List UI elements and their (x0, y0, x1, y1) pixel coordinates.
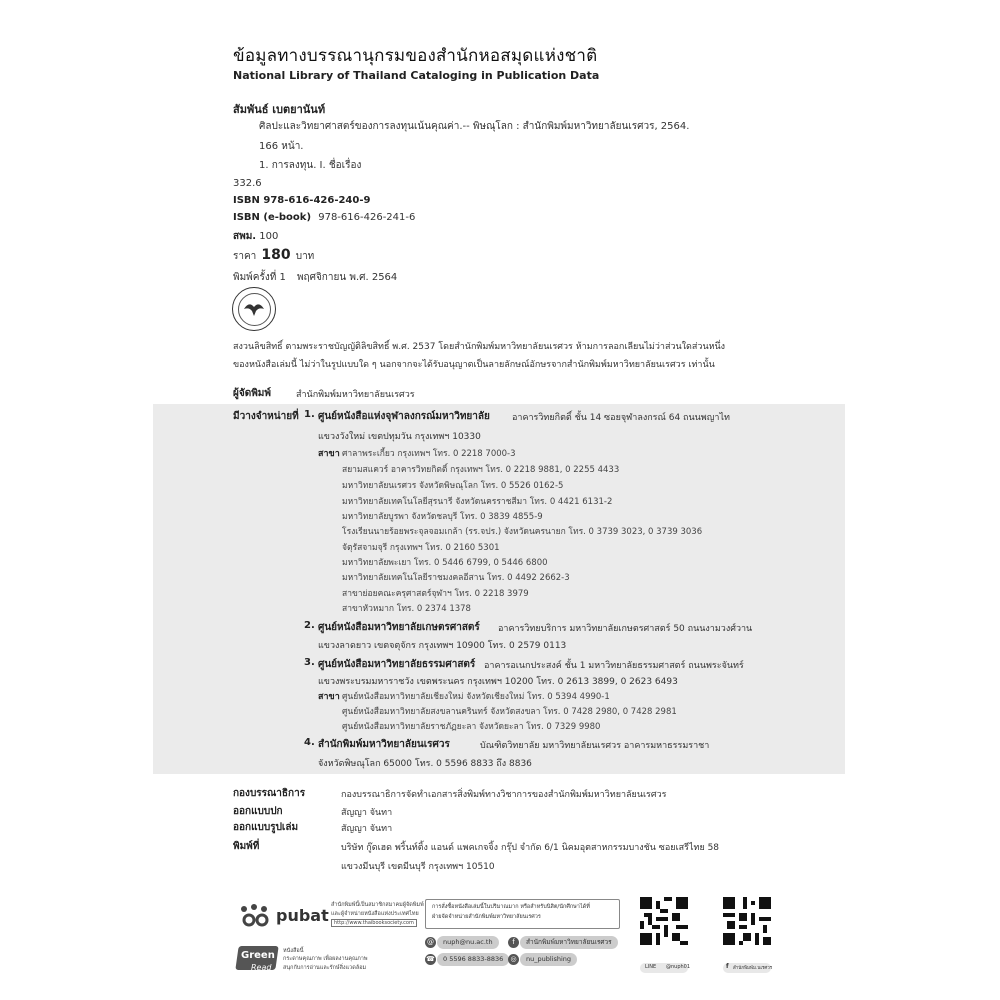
cip-pages: 166 หน้า. (259, 141, 304, 152)
distribution-label: มีวางจำหน่ายที่ (233, 411, 299, 422)
university-seal-icon (232, 287, 276, 331)
dist-3-branch-label: สาขา (318, 692, 340, 702)
dist-2-name: ศูนย์หนังสือมหาวิทยาลัยเกษตรศาสตร์ (318, 622, 480, 633)
dist-2-number: 2. (304, 620, 315, 631)
pubat-text-1: สำนักพิมพ์นี้เป็นสมาชิกสมาคมผู้จัดพิมพ์ (331, 902, 424, 908)
dist-2-address-2: แขวงลาดยาว เขตจตุจักร กรุงเทพฯ 10900 โทร. 0 2579 0113 (318, 641, 567, 651)
facebook-pill[interactable]: สำนักพิมพ์มหาวิทยาลัยนเรศวร (520, 936, 618, 949)
dist-3-address-1: อาคารอเนกประสงค์ ชั้น 1 มหาวิทยาลัยธรรมศาสตร์ ถนนพระจันทร์ (484, 661, 744, 671)
printer-label: พิมพ์ที่ (233, 841, 260, 852)
dist-4-address-1: บัณฑิตวิทยาลัย มหาวิทยาลัยนเรศวร อาคารมหาธรรมราชา (480, 741, 710, 751)
email-icon: @ (427, 938, 434, 946)
edition (233, 265, 397, 285)
copies-label: สพม. (233, 231, 257, 242)
email-pill[interactable]: nuph@nu.ac.th (437, 936, 499, 949)
editorial-label: กองบรรณาธิการ (233, 788, 306, 799)
publisher-label: ผู้จัดพิมพ์ (233, 388, 271, 399)
dist-1-address-1: อาคารวิทยกิตติ์ ชั้น 14 ซอยจุฬาลงกรณ์ 64 ถนนพญาไท (512, 413, 730, 423)
price (233, 244, 314, 264)
qr1-label: LINE (645, 964, 657, 970)
green-read-word-1: Green (241, 950, 275, 961)
page-title-thai: ข้อมูลทางบรรณานุกรมของสำนักหอสมุดแห่งชาติ (233, 46, 598, 66)
qr-code-icon[interactable] (723, 897, 771, 945)
ordering-notice-1: การสั่งซื้อหนังสือเล่มนี้ในปริมาณมาก หรือสำหรับนิสิต/นักศึกษาได้ที่ (432, 904, 590, 910)
printer-value-2: แขวงมีนบุรี เขตมีนบุรี กรุงเทพฯ 10510 (341, 862, 495, 872)
dist-1-branch: โรงเรียนนายร้อยพระจุลจอมเกล้า (รร.จปร.) จังหวัดนครนายก โทร. 0 3739 3023, 0 3739 3036 (342, 527, 703, 537)
dist-4-number: 4. (304, 737, 315, 748)
pubat-url[interactable]: http://www.thaibooksociety.com (331, 919, 417, 927)
pubat-mark-icon (236, 901, 276, 929)
pubat-text-2: และผู้จำหน่ายหนังสือแห่งประเทศไทย (331, 911, 419, 917)
page-title-english: National Library of Thailand Cataloging in Publication Data (233, 69, 600, 82)
dist-3-branch: ศูนย์หนังสือมหาวิทยาลัยสงขลานครินทร์ จังหวัดสงขลา โทร. 0 7428 2980, 0 7428 2981 (342, 707, 677, 717)
copies (233, 229, 278, 244)
isbn: ISBN 978-616-426-240-9 (233, 195, 371, 206)
layout-design-label: ออกแบบรูปเล่ม (233, 822, 299, 833)
facebook-icon: f (508, 937, 519, 948)
dist-1-branch: สยามสแควร์ อาคารวิทยกิตติ์ กรุงเทพฯ โทร. 0 2218 9881, 0 2255 4433 (342, 465, 620, 475)
isbn-ebook (233, 212, 415, 223)
qr1-id: @nuph01 (666, 964, 691, 970)
cip-class-number: 332.6 (233, 178, 262, 189)
printer-value-1: บริษัท กู๊ดเฮด พริ้นท์ติ้ง แอนด์ แพคเกจจิ้ง กรุ๊ป จำกัด 6/1 นิคมอุตสาหกรรมบางชัน ซอยเสรีไทย 58 (341, 843, 720, 853)
green-text-2: กระดาษคุณภาพ เพื่อผลงานคุณภาพ (283, 956, 368, 962)
dist-1-branch: สาขาหัวหมาก โทร. 0 2374 1378 (342, 604, 471, 614)
dist-1-name: ศูนย์หนังสือแห่งจุฬาลงกรณ์มหาวิทยาลัย (318, 411, 490, 422)
dist-1-branch: มหาวิทยาลัยบูรพา จังหวัดชลบุรี โทร. 0 3839 4855-9 (342, 512, 543, 522)
isbn-ebook-label: ISBN (e-book) (233, 212, 312, 223)
price-label: ราคา (233, 251, 257, 262)
edition-value: พฤศจิกายน พ.ศ. 2564 (296, 272, 398, 283)
publisher-value: สำนักพิมพ์มหาวิทยาลัยนเรศวร (296, 390, 415, 400)
layout-design-value: สัญญา จันทา (341, 824, 393, 834)
price-unit: บาท (295, 251, 315, 262)
pubat-wordmark: pubat (276, 906, 329, 925)
isbn-ebook-value: 978-616-426-241-6 (318, 212, 416, 223)
cover-design-label: ออกแบบปก (233, 806, 283, 817)
qr-code-icon[interactable] (640, 897, 688, 945)
cip-author: สัมพันธ์ เบตยานันท์ (233, 103, 326, 116)
dist-2-address-1: อาคารวิทยบริการ มหาวิทยาลัยเกษตรศาสตร์ 50 ถนนงามวงศ์วาน (498, 624, 753, 634)
social-pill[interactable]: nu_publishing (520, 953, 577, 966)
dist-1-address-2: แขวงวังใหม่ เขตปทุมวัน กรุงเทพฯ 10330 (318, 432, 481, 442)
edition-label: พิมพ์ครั้งที่ 1 (233, 272, 286, 283)
dist-1-branch: สาขาย่อยคณะครุศาสตร์จุฬาฯ โทร. 0 2218 3979 (342, 589, 529, 599)
green-read-logo (237, 946, 283, 976)
dist-3-address-2: แขวงพระบรมมหาราชวัง เขตพระนคร กรุงเทพฯ 10200 โทร. 0 2613 3899, 0 2623 6493 (318, 677, 678, 687)
dist-1-branch: มหาวิทยาลัยนเรศวร จังหวัดพิษณุโลก โทร. 0 5526 0162-5 (342, 481, 564, 491)
dist-3-branch: ศูนย์หนังสือมหาวิทยาลัยเชียงใหม่ จังหวัดเชียงใหม่ โทร. 0 5394 4990-1 (342, 692, 610, 702)
copyright-line-1: สงวนลิขสิทธิ์ ตามพระราชบัญญัติลิขสิทธิ์ พ.ศ. 2537 โดยสำนักพิมพ์มหาวิทยาลัยนเรศวร ห้ามการลอกเลียนไม่ว่าส่วนใดส่วนหนึ่ง (233, 342, 726, 352)
qr2-id: สำนักพิมพ์ม.นเรศวร (733, 966, 773, 971)
cover-design-value: สัญญา จันทา (341, 808, 393, 818)
dist-1-number: 1. (304, 409, 315, 420)
dist-1-branch: จัตุรัสจามจุรี กรุงเทพฯ โทร. 0 2160 5301 (342, 543, 500, 553)
dist-4-address-2: จังหวัดพิษณุโลก 65000 โทร. 0 5596 8833 ถึง 8836 (318, 759, 532, 769)
social-icon: ◎ (508, 954, 519, 965)
ordering-notice-2: ฝ่ายจัดจำหน่ายสำนักพิมพ์มหาวิทยาลัยนเรศวร (432, 914, 541, 920)
dist-1-branch: ศาลาพระเกี้ยว กรุงเทพฯ โทร. 0 2218 7000-3 (342, 449, 516, 459)
dist-3-branch: ศูนย์หนังสือมหาวิทยาลัยราชภัฏยะลา จังหวัดยะลา โทร. 0 7329 9980 (342, 722, 601, 732)
garuda-emblem-icon (243, 299, 265, 317)
dist-1-branch: มหาวิทยาลัยพะเยา โทร. 0 5446 6799, 0 5446 6800 (342, 558, 548, 568)
green-read-word-2: Read (251, 963, 272, 972)
qr2-label: f (726, 963, 729, 970)
editorial-value: กองบรรณาธิการจัดทำเอกสารสิ่งพิมพ์ทางวิชาการของสำนักพิมพ์มหาวิทยาลัยนเรศวร (341, 790, 667, 800)
dist-1-branch-label: สาขา (318, 449, 340, 459)
dist-1-branch: มหาวิทยาลัยเทคโนโลยีราชมงคลอีสาน โทร. 0 4492 2662-3 (342, 573, 570, 583)
price-value: 180 (261, 247, 291, 263)
dist-1-branch: มหาวิทยาลัยเทคโนโลยีสุรนารี จังหวัดนครราชสีมา โทร. 0 4421 6131-2 (342, 497, 613, 507)
phone-icon: ☎ (426, 955, 435, 963)
dist-3-name: ศูนย์หนังสือมหาวิทยาลัยธรรมศาสตร์ (318, 659, 476, 670)
cip-subjects: 1. การลงทุน. I. ชื่อเรื่อง (259, 160, 362, 171)
cip-title-line: ศิลปะและวิทยาศาสตร์ของการลงทุนเน้นคุณค่า.-- พิษณุโลก : สำนักพิมพ์มหาวิทยาลัยนเรศวร, 2564. (259, 121, 690, 132)
copyright-line-2: ของหนังสือเล่มนี้ ไม่ว่าในรูปแบบใด ๆ นอกจากจะได้รับอนุญาตเป็นลายลักษณ์อักษรจากสำนักพิมพ์มหาวิทยาลัยนเรศวร เท่านั้น (233, 360, 715, 370)
dist-3-number: 3. (304, 657, 315, 668)
dist-4-name: สำนักพิมพ์มหาวิทยาลัยนเรศวร (318, 739, 450, 750)
copies-value: 100 (259, 231, 279, 242)
phone-pill[interactable]: 0 5596 8833-8836 (437, 953, 509, 966)
green-text-1: หนังสือนี้ (283, 948, 304, 954)
green-text-3: สนุกกับการอ่านและรักษ์สิ่งแวดล้อม (283, 965, 367, 971)
